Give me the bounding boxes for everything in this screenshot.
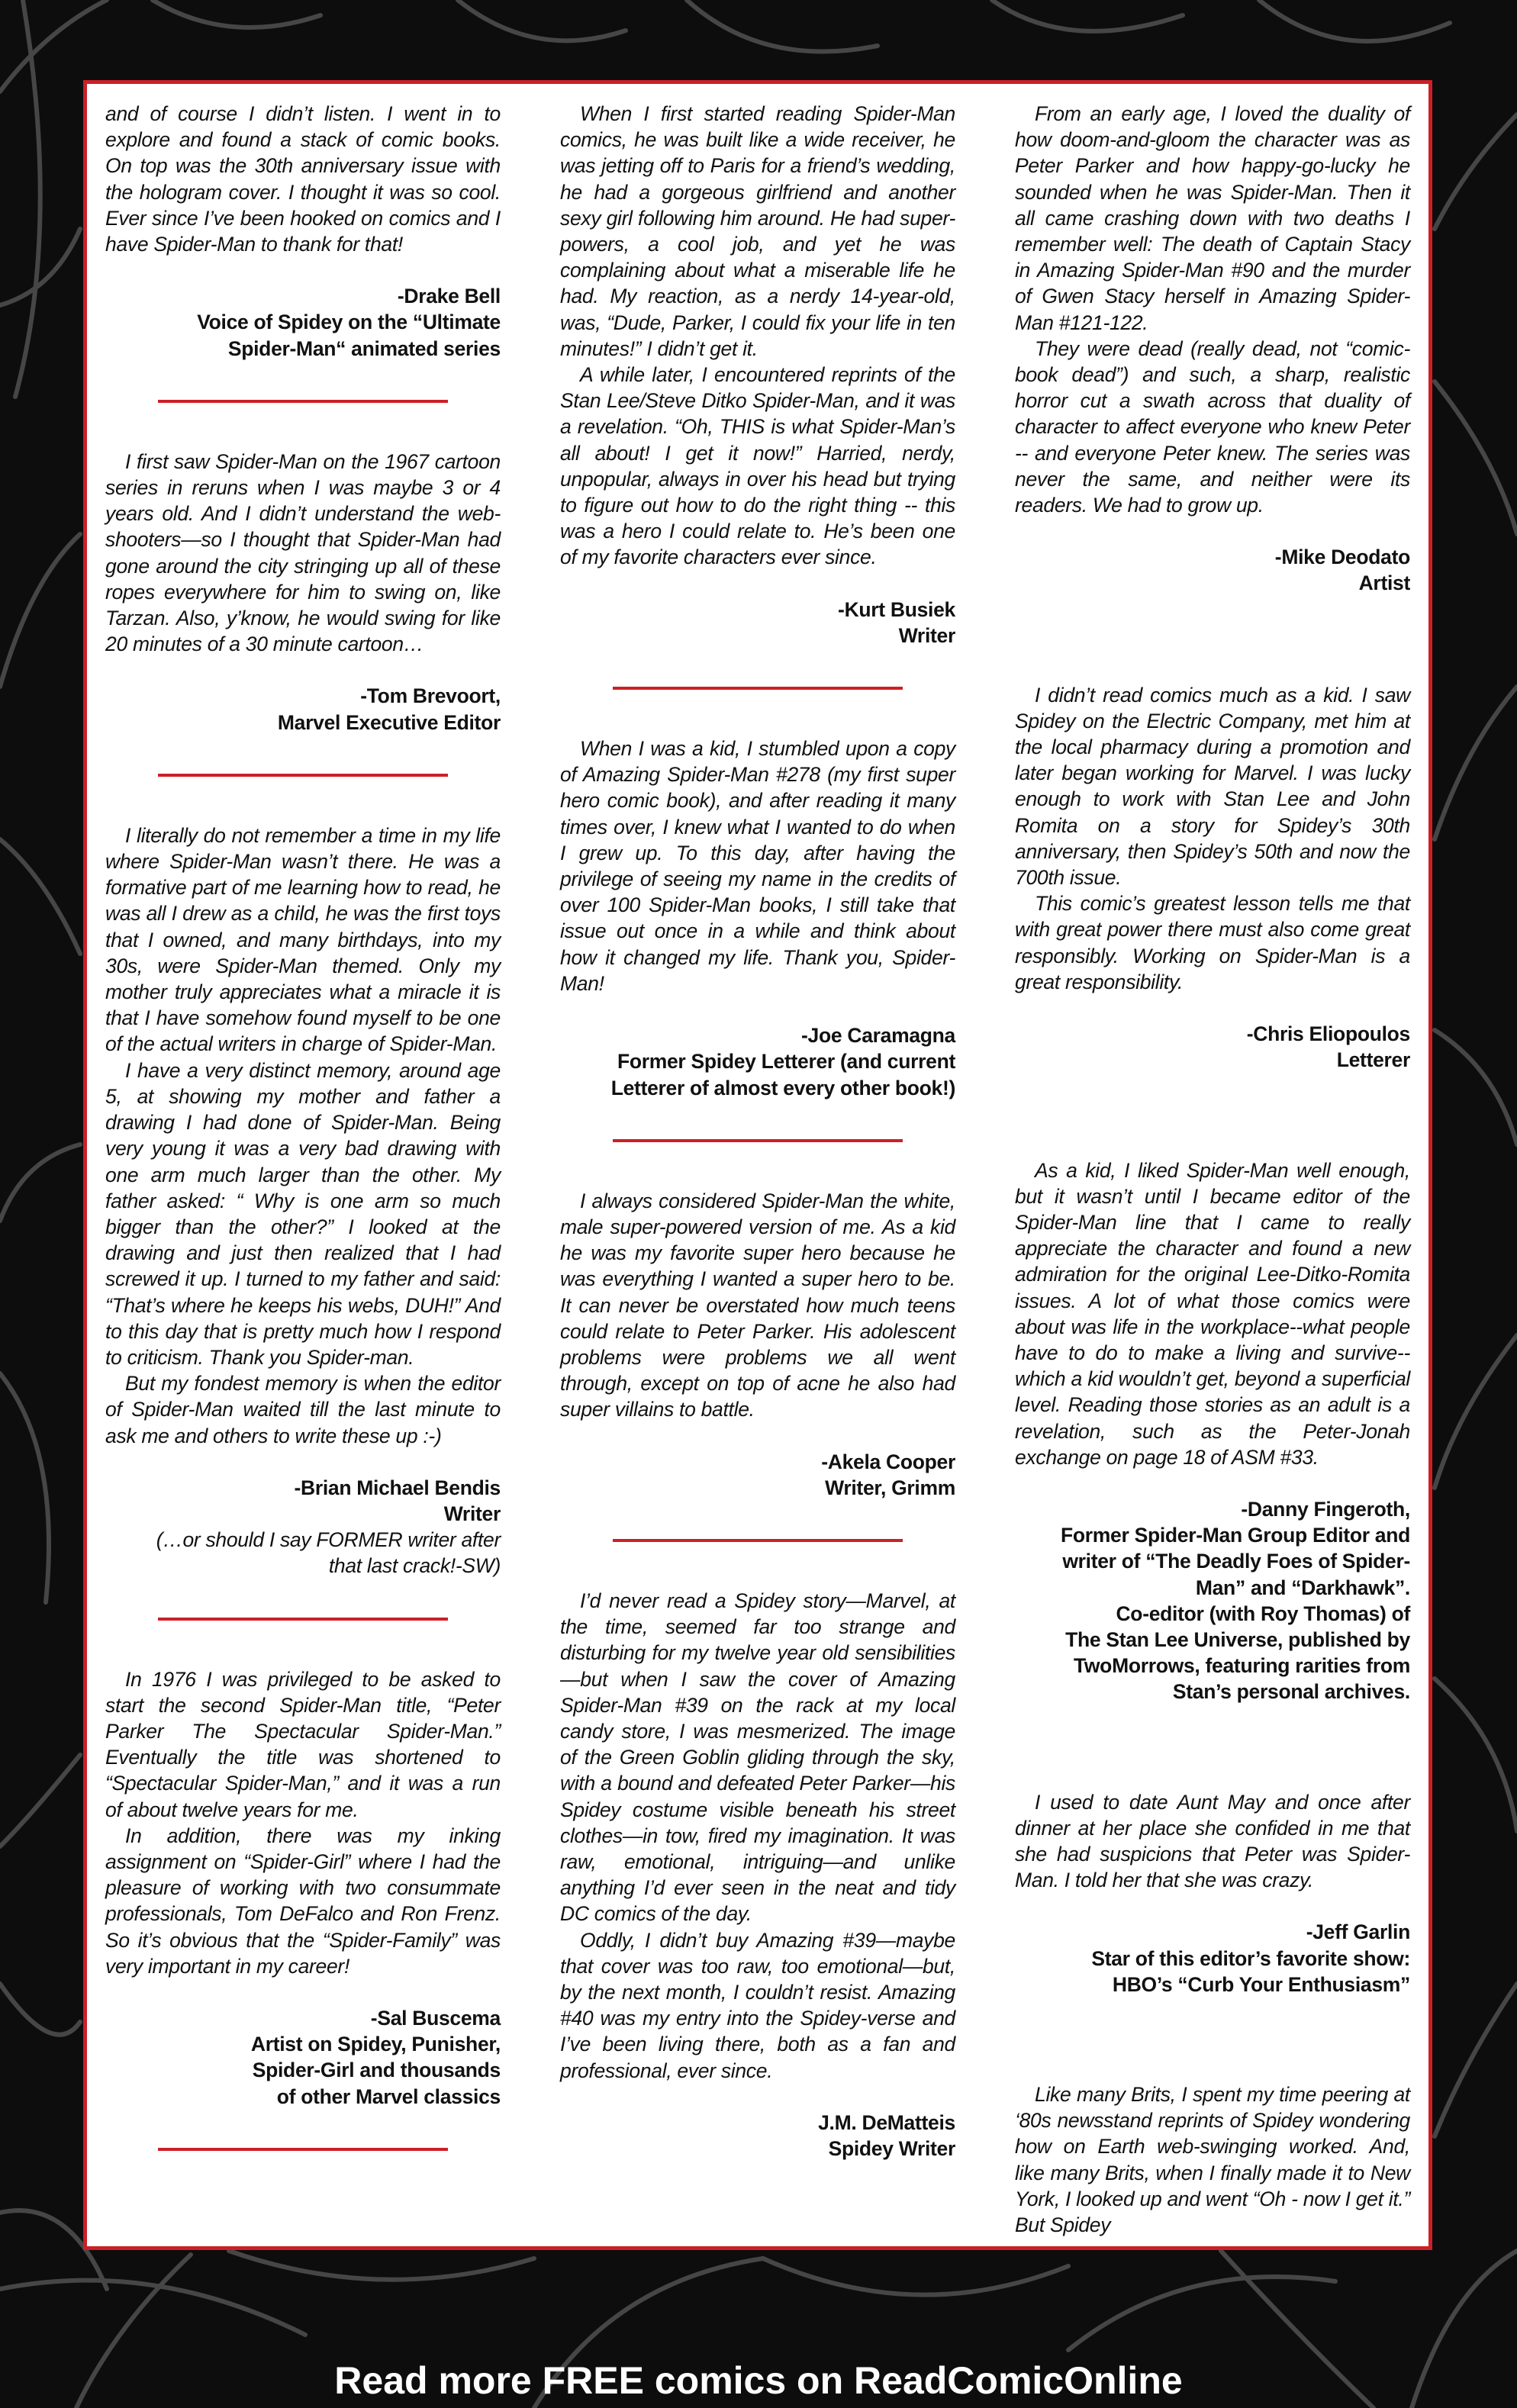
signature-line: -Joe Caramagna: [801, 1024, 955, 1048]
signature-line: Letterer of almost every other book!): [610, 1076, 955, 1099]
column-3: [1015, 101, 1410, 2237]
testimonial-mike-deodato: [1015, 101, 1410, 597]
testimonial-joe-caramagna: [560, 736, 955, 1101]
paragraph: This comic’s greatest lesson tells me that with great power there must also come great responsibly. Working on Spider-Man is a great responsibility.: [1015, 892, 1410, 993]
testimonial-brian-michael-bendis: [105, 823, 501, 1579]
signature-line: Writer: [443, 1502, 501, 1525]
paragraph: I always considered Spider-Man the white, male super-powered version of me. As a kid he was my favorite super hero because he was everything I wanted a super hero to be. It can never be overstated how much teens could relate to Peter Parker. His adolescent problems were problems we all went through, except on top of acne he also had super villains to battle.: [560, 1189, 955, 1421]
testimonial-jeff-garlin: [1015, 1789, 1410, 1998]
signature-line: J.M. DeMatteis: [818, 2110, 955, 2134]
testimonial-sal-buscema: [105, 1666, 501, 2110]
columns: [105, 101, 1410, 2237]
signature-line: Co-editor (with Roy Thomas) of: [1116, 1602, 1410, 1625]
footer-banner[interactable]: Read more FREE comics on ReadComicOnline: [334, 2359, 1183, 2402]
paragraph: From an early age, I loved the duality of how doom-and-gloom the character was as Peter Parker and how happy-go-lucky he sounded when he was Spider-Man. Then it all came crashing down with two deaths I remember well: The death of Captain Stacy in Amazing Spider-Man #90 and the murder of Gwen Stacy herself in Amazing Spider-Man #121-122.: [1015, 102, 1410, 334]
signature-line: -Sal Buscema: [370, 2006, 501, 2030]
testimonial-kurt-busiek: [560, 101, 955, 649]
signature-line: TwoMorrows, featuring rarities from: [1073, 1654, 1410, 1678]
signature-line: Man” and “Darkhawk”.: [1195, 1576, 1410, 1599]
testimonial-continued: [1015, 2081, 1410, 2238]
signature-line: Marvel Executive Editor: [277, 710, 501, 734]
paragraph: A while later, I encountered reprints of the Stan Lee/Steve Ditko Spider-Man, and it was a revelation. “Oh, THIS is what Spider-Man’s all about! I get it now!” Harried, nerdy, unpopular, always in over his head but trying to figure out how to do the right thing -- this was a hero I could relate to. He’s been one of my favorite characters ever since.: [560, 363, 955, 569]
signature-line: Artist: [1358, 571, 1410, 595]
paragraph: In 1976 I was privileged to be asked to start the second Spider-Man title, “Peter Parker The Spectacular Spider-Man.” Eventually the title was shortened to “Spectacular Spider-Man,” and it was a run of about twelve years for me.: [105, 1667, 501, 1821]
signature-line: Letterer: [1336, 1048, 1410, 1072]
testimonial-drake-bell: [105, 101, 501, 362]
editor-note: that last crack!-SW): [328, 1554, 501, 1578]
paragraph: When I was a kid, I stumbled upon a copy of Amazing Spider-Man #278 (my first super hero comic book), and after reading it many times over, I knew what I wanted to do when I grew up. To this day, after having the privilege of seeing my name in the credits of over 100 Spider-Man books, I still take that issue out once in a while and think about how it changed my life. Thank you, Spider-Man!: [560, 737, 955, 995]
signature-line: Star of this editor’s favorite show:: [1091, 1946, 1410, 1970]
testimonial-jm-dematteis: [560, 1588, 955, 2162]
paragraph: I first saw Spider-Man on the 1967 cartoon series in reruns when I was maybe 3 or 4 years old. And I didn’t understand the web-shooters—so I thought that Spider-Man had gone around the city stringing up all of these ropes everywhere for him to swing on, like Tarzan. Also, y’know, he would swing for like 20 minutes of a 30 minute cartoon…: [105, 449, 501, 656]
signature-line: -Mike Deodato: [1274, 546, 1410, 569]
paragraph: Oddly, I didn’t buy Amazing #39—maybe that cover was too raw, too emotional—but, by the next month, I couldn’t resist. Amazing #40 was my entry into the Spidey-verse and I’ve been living there, both as a fan and professional, ever since.: [560, 1928, 955, 2082]
signature-line: Artist on Spidey, Punisher,: [250, 2033, 501, 2056]
signature-line: Stan’s personal archives.: [1172, 1680, 1410, 1704]
red-divider: [158, 774, 448, 777]
signature-line: Writer: [898, 623, 955, 647]
signature-line: -Chris Eliopoulos: [1246, 1022, 1410, 1046]
signature-line: Voice of Spidey on the “Ultimate: [197, 311, 501, 334]
signature-line: The Stan Lee Universe, published by: [1065, 1627, 1410, 1651]
signature-line: -Danny Fingeroth,: [1241, 1497, 1410, 1521]
letters-panel: [83, 80, 1432, 2250]
paragraph: I used to date Aunt May and once after dinner at her place she confided in me that she had suspicions that Peter was Spider-Man. I told her that she was crazy.: [1015, 1790, 1410, 1892]
signature-line: Spider-Man“ animated series: [227, 336, 501, 360]
red-divider: [613, 1139, 903, 1142]
signature-line: Former Spider-Man Group Editor and: [1061, 1524, 1410, 1547]
signature-line: -Tom Brevoort,: [360, 684, 501, 708]
red-divider: [158, 1618, 448, 1621]
paragraph: I didn’t read comics much as a kid. I saw Spidey on the Electric Company, met him at the local pharmacy during a promotion and later began working for Marvel. I was lucky enough to work with Stan Lee and John Romita on a story for Spidey’s 30th anniversary, then Spidey’s 50th and now the 700th issue.: [1015, 683, 1410, 890]
signature-line: Spidey Writer: [828, 2137, 955, 2160]
signature-line: HBO’s “Curb Your Enthusiasm”: [1112, 1972, 1410, 1996]
testimonial-tom-brevoort: [105, 449, 501, 736]
column-2: [560, 101, 955, 2237]
red-divider: [613, 687, 903, 690]
signature-line: Spider-Girl and thousands: [252, 2059, 501, 2082]
signature-line: Former Spidey Letterer (and current: [617, 1050, 955, 1074]
signature-line: -Akela Cooper: [821, 1450, 955, 1473]
red-divider: [613, 1539, 903, 1542]
paragraph: As a kid, I liked Spider-Man well enough, but it wasn’t until I became editor of the Spider-Man line that I came to really appreciate the character and found a new admiration for the original Lee-Ditko-Romita issues. A lot of what those comics were about was life in the workplace--what people have to do to make a living and survive--which a kid wouldn’t get, beyond a superficial level. Reading those stories as an adult is a revelation, such as the Peter-Jonah exchange on page 18 of ASM #33.: [1015, 1158, 1410, 1469]
red-divider: [158, 2148, 448, 2151]
paragraph: I’d never read a Spidey story—Marvel, at the time, seemed far too strange and disturbing for my twelve year old sensibilities—but when I saw the cover of Amazing Spider-Man #39 on the rack at my local candy store, I was mesmerized. The image of the Green Goblin gliding through the sky, with a bound and defeated Peter Parker—his Spidey costume visible beneath his street clothes—in tow, fired my imagination. It was raw, emotional, intriguing—and unlike anything I’d ever seen in the neat and tidy DC comics of the day.: [560, 1589, 955, 1926]
editor-note: (…or should I say FORMER writer after: [156, 1528, 501, 1552]
signature-line: -Kurt Busiek: [838, 597, 955, 621]
paragraph: They were dead (really dead, not “comic-book dead”) and such, a sharp, realistic horror cut a swath across that duality of character to affect everyone who knew Peter -- and everyone Peter knew. The series was never the same, and neither were its readers. We had to grow up.: [1015, 336, 1410, 517]
paragraph: But my fondest memory is when the editor of Spider-Man waited till the last minute to ask me and others to write these up :-): [105, 1372, 501, 1447]
signature-line: -Jeff Garlin: [1306, 1920, 1410, 1944]
red-divider: [158, 400, 448, 403]
signature-line: Writer, Grimm: [825, 1476, 955, 1499]
testimonial-danny-fingeroth: [1015, 1157, 1410, 1705]
paragraph: When I first started reading Spider-Man comics, he was built like a wide receiver, he was jetting off to Paris for a friend’s wedding, he had a gorgeous girlfriend and another sexy girl following him around. He had super-powers, a cool job, and yet he was complaining about what a miserable life he had. My reaction, as a nerdy 14-year-old, was, “Dude, Parker, I could fix your life in ten minutes!” I didn’t get it.: [560, 102, 955, 360]
signature-line: writer of “The Deadly Foes of Spider-: [1062, 1550, 1410, 1573]
paragraph: In addition, there was my inking assignment on “Spider-Girl” where I had the pleasure of working with two consummate professionals, Tom DeFalco and Ron Frenz. So it’s obvious that the “Spider-Family” was very important in my career!: [105, 1824, 501, 1978]
paragraph: Like many Brits, I spent my time peering at ‘80s newsstand reprints of Spidey wondering how on Earth web-swinging worked. And, like many Brits, when I finally made it to New York, I looked up and went “Oh - now I get it.” But Spidey: [1015, 2082, 1410, 2236]
testimonial-chris-eliopoulos: [1015, 682, 1410, 1074]
testimonial-akela-cooper: [560, 1188, 955, 1501]
paragraph: I have a very distinct memory, around age 5, at showing my mother and father a drawing I had done of Spider-Man. Being very young it was a very bad drawing with one arm much larger than the other. My father asked: “ Why is one arm so much bigger than the other?” I looked at the drawing and just then realized that I had screwed it up. I turned to my father and said: “That’s where he keeps his webs, DUH!” And to this day that is pretty much how I respond to criticism. Thank you Spider-man.: [105, 1058, 501, 1369]
paragraph: and of course I didn’t listen. I went in to explore and found a stack of comic books. On top was the 30th anniversary issue with the hologram cover. I thought it was so cool. Ever since I’ve been hooked on comics and I have Spider-Man to thank for that!: [105, 102, 501, 256]
column-1: [105, 101, 501, 2237]
signature-line: -Drake Bell: [397, 285, 501, 308]
signature-line: of other Marvel classics: [276, 2084, 501, 2108]
signature-line: -Brian Michael Bendis: [294, 1476, 501, 1499]
paragraph: I literally do not remember a time in my life where Spider-Man wasn’t there. He was a formative part of me learning how to read, he was all I drew as a child, he was the first toys that I owned, and many birthdays, into my 30s, were Spider-Man themed. Only my mother truly appreciates what a miracle it is that I have somehow found myself to be one of the actual writers in charge of Spider-Man.: [105, 823, 501, 1056]
